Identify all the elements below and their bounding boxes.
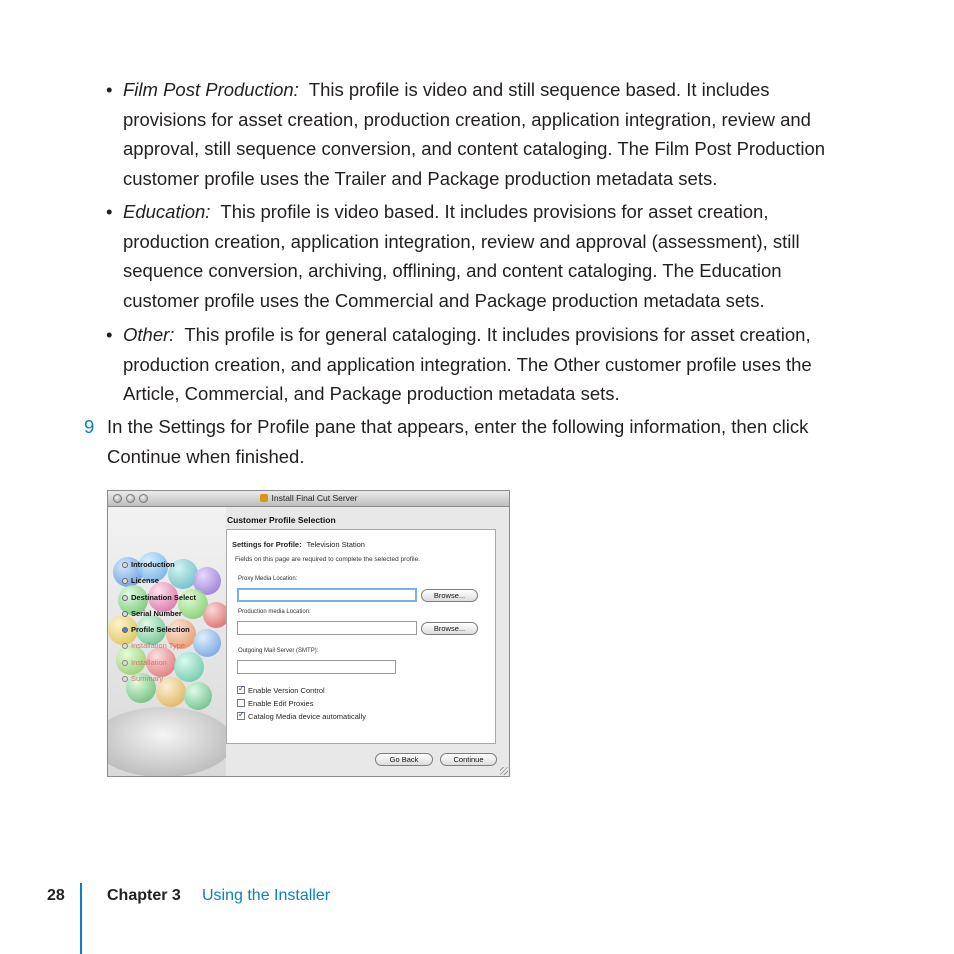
bullet-line: provisions for asset creation, production creation, application integration, review and (123, 108, 811, 130)
decorative-sphere (203, 602, 226, 628)
nav-label: Summary (131, 674, 164, 684)
step-status-icon (122, 611, 128, 617)
bullet-line (123, 75, 883, 105)
bullet-dot: • (106, 324, 113, 345)
catalog-media-checkbox[interactable] (237, 712, 366, 721)
step-number: 9 (84, 416, 95, 437)
footer-divider (80, 883, 82, 954)
smtp-label: Outgoing Mail Server (SMTP): (238, 648, 319, 654)
step-status-icon (122, 643, 128, 649)
checkbox-unchecked-icon[interactable] (237, 699, 245, 707)
window-title-text: Install Final Cut Server (271, 493, 358, 503)
nav-installation (122, 658, 196, 674)
bullet-term: Film Post Production: (123, 79, 299, 100)
bullet-line: Article, Commercial, and Package production metadata sets. (123, 383, 620, 404)
settings-title (232, 540, 365, 549)
bullet-term: Other: (123, 324, 175, 345)
bullet-text: This profile is for general cataloging. It includes provisions for asset creation, (184, 324, 811, 345)
settings-panel (226, 529, 496, 744)
production-location-label: Production media Location: (238, 609, 311, 615)
step-status-icon (122, 627, 128, 633)
nav-label: Introduction (131, 560, 175, 569)
bullet-term: Education: (123, 201, 211, 222)
window-titlebar (108, 491, 509, 507)
go-back-button[interactable]: Go Back (375, 753, 433, 766)
bullet-line: customer profile uses the Trailer and Package production metadata sets. (123, 167, 718, 189)
step-line: Continue when finished. (107, 445, 305, 467)
bullet-text: This profile is video and still sequence based. It includes (308, 79, 770, 100)
checkbox-label: Enable Version Control (248, 686, 325, 695)
edit-proxies-checkbox[interactable] (237, 699, 313, 708)
page-number: 28 (47, 887, 65, 904)
section-heading: Customer Profile Selection (227, 515, 336, 525)
version-control-checkbox[interactable] (237, 686, 325, 695)
checkbox-checked-icon[interactable] (237, 686, 245, 694)
checkbox-label: Catalog Media device automatically (248, 712, 366, 721)
production-location-input[interactable] (237, 621, 417, 635)
bullet-line: production creation, and application integration. The Other customer profile uses the (123, 353, 812, 375)
smtp-input[interactable] (237, 660, 396, 674)
bullet-line: sequence conversion, archiving, offlining, and content cataloging. The Education (123, 260, 782, 281)
nav-label: Profile Selection (131, 625, 190, 635)
installer-steps (122, 560, 196, 690)
bullet-text: This profile is video based. It includes provisions for asset creation, (220, 201, 769, 222)
footer-section-title: Using the Installer (202, 887, 331, 904)
window-title (108, 493, 509, 503)
bullet-line: customer profile uses the Commercial and Package production metadata sets. (123, 289, 765, 311)
bullet-line (123, 197, 883, 227)
nav-license (122, 576, 196, 592)
pedestal-graphic (108, 707, 226, 776)
step-line: In the Settings for Profile pane that appears, enter the following information, then click (107, 416, 809, 437)
continue-button[interactable]: Continue (440, 753, 497, 766)
proxy-location-input[interactable] (237, 588, 417, 602)
step-status-icon (122, 562, 128, 568)
step-status-icon (122, 660, 128, 666)
footer-chapter: Chapter 3 (107, 887, 181, 904)
decorative-sphere (193, 629, 221, 657)
bullet-line: production creation, application integration, review and approval (assessment), still (123, 230, 800, 252)
installer-window (107, 490, 510, 777)
nav-summary (122, 674, 196, 690)
installer-sidebar (108, 507, 226, 776)
nav-serial-number (122, 609, 196, 625)
bullet-dot: • (106, 201, 113, 222)
nav-profile-selection (122, 625, 196, 641)
settings-value: Television Station (306, 540, 365, 549)
nav-label: License (131, 576, 159, 586)
proxy-location-label: Proxy Media Location: (238, 576, 298, 582)
nav-label: Destination Select (131, 592, 197, 602)
step-status-icon (122, 578, 128, 584)
nav-label: Serial Number (131, 608, 182, 618)
proxy-browse-button[interactable]: Browse... (421, 589, 478, 602)
checkbox-checked-icon[interactable] (237, 712, 245, 720)
nav-label: Installation Type (131, 641, 186, 651)
required-note: Fields on this page are required to complete the selected profile. (235, 556, 420, 563)
settings-label: Settings for Profile: (232, 540, 302, 549)
checkbox-label: Enable Edit Proxies (248, 699, 314, 708)
resize-grip-icon[interactable] (500, 767, 508, 775)
nav-destination-select (122, 593, 196, 609)
bullet-dot: • (106, 79, 113, 100)
production-browse-button[interactable]: Browse... (421, 622, 478, 635)
nav-label: Installation (131, 657, 167, 667)
step-status-icon (122, 595, 128, 601)
step-status-icon (122, 676, 128, 682)
installer-package-icon (260, 494, 268, 502)
nav-introduction (122, 560, 196, 576)
bullet-line: approval, still sequence conversion, and content cataloging. The Film Post Production (123, 138, 826, 159)
bullet-line (123, 320, 883, 350)
nav-installation-type (122, 641, 196, 657)
